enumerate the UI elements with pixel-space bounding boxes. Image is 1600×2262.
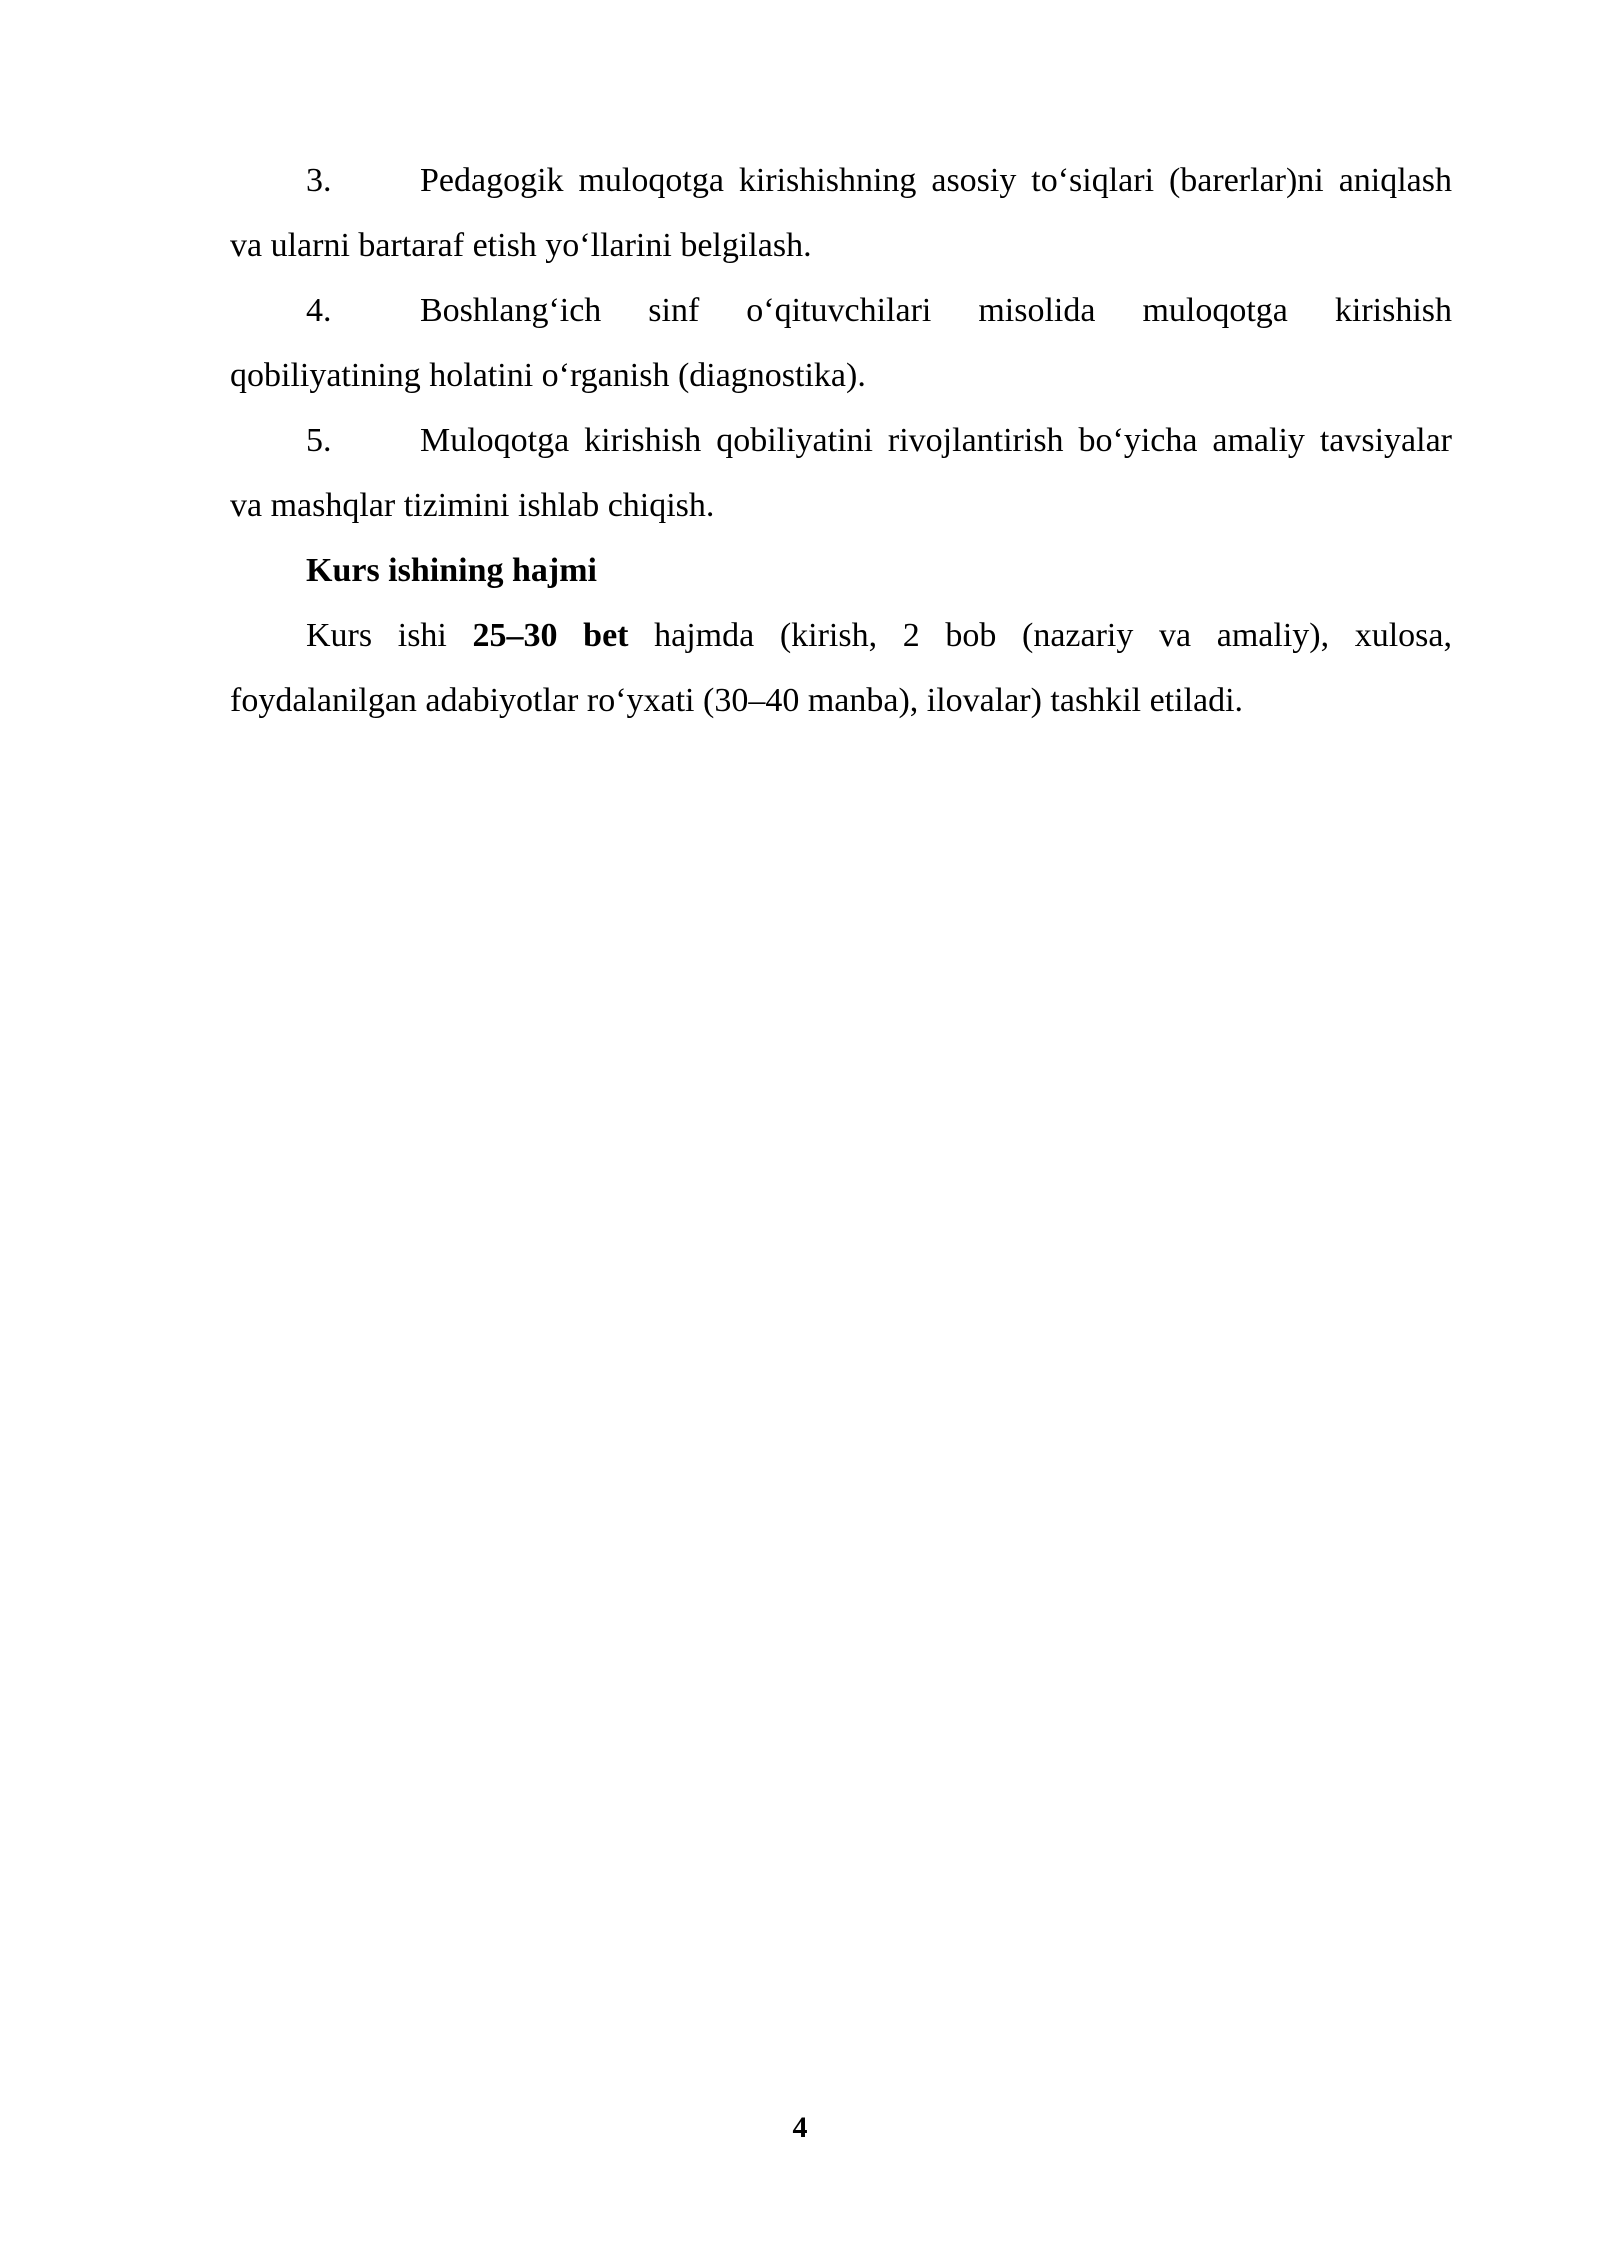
list-text: Pedagogik muloqotga kirishishning asosiy to‘siqlari (barerlar)ni aniqlash va ularni bartaraf etish yo‘llarini belgilash.: [230, 162, 1452, 264]
list-text: Boshlang‘ich sinf o‘qituvchilari misolida muloqotga kirishish qobiliyatining holatini o‘rganish (diagnostika).: [230, 292, 1452, 394]
list-item-3: [230, 148, 1452, 278]
list-text: Muloqotga kirishish qobiliyatini rivojlantirish bo‘yicha amaliy tavsiyalar va mashqlar tizimini ishlab chiqish.: [230, 422, 1452, 524]
list-number: 4.: [306, 292, 332, 329]
list-item-4: [230, 278, 1452, 408]
volume-paragraph: [230, 603, 1452, 733]
volume-prefix: Kurs ishi: [306, 617, 473, 654]
volume-pages: 25–30 bet: [472, 617, 629, 654]
list-number: 5.: [306, 422, 332, 459]
page-number: 4: [792, 2111, 808, 2144]
page-content: [230, 148, 1452, 733]
list-item-5: [230, 408, 1452, 538]
volume-suffix: hajmda (kirish, 2 bob (nazariy va amaliy), xulosa, foydalanilgan adabiyotlar ro‘yxati (30–40 manba), ilovalar) tashkil etiladi.: [230, 617, 1452, 719]
section-heading: Kurs ishining hajmi: [306, 552, 597, 589]
list-number: 3.: [306, 162, 332, 199]
